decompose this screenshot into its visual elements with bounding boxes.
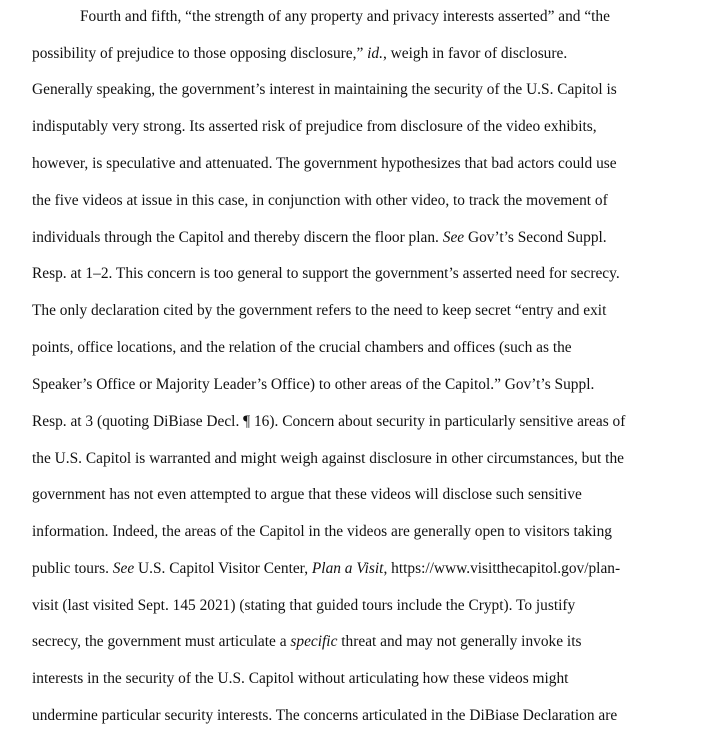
- paragraph-line: [32, 192, 608, 210]
- text-run: visit (last visited Sept. 145 2021) (stating that guided tours include the Crypt). To justify: [32, 597, 576, 614]
- paragraph-line: [32, 155, 617, 173]
- paragraph-line: [32, 450, 624, 468]
- text-run: , weigh in favor of disclosure.: [382, 45, 568, 62]
- text-run: Gov’t’s Second Suppl.: [464, 229, 607, 246]
- paragraph-line: [32, 45, 567, 63]
- paragraph-line: [32, 707, 617, 725]
- paragraph-line: [32, 523, 612, 541]
- paragraph-line: [32, 486, 582, 504]
- text-run: Resp. at 1–2. This concern is too general to support the government’s asserted need for secrecy.: [32, 265, 620, 282]
- paragraph-line: [32, 265, 620, 283]
- text-run: individuals through the Capitol and thereby discern the floor plan.: [32, 229, 443, 246]
- text-run: government has not even attempted to argue that these videos will disclose such sensitive: [32, 486, 582, 503]
- text-run: Fourth and fifth, “the strength of any property and privacy interests asserted” and “the: [80, 8, 610, 25]
- text-run: threat and may not generally invoke its: [337, 633, 582, 650]
- text-run: possibility of prejudice to those opposing disclosure,”: [32, 45, 368, 62]
- text-run: U.S. Capitol Visitor Center,: [134, 560, 312, 577]
- text-run: Resp. at 3 (quoting DiBiase Decl. ¶ 16). Concern about security in particularly sensitive areas of: [32, 413, 626, 430]
- paragraph-line: [32, 339, 572, 357]
- text-run: undermine particular security interests. The concerns articulated in the DiBiase Declaration are: [32, 707, 618, 724]
- italic-text-run: Plan a Visit: [311, 560, 384, 577]
- text-run: The only declaration cited by the government refers to the need to keep secret “entry and exit: [32, 302, 607, 319]
- paragraph-line: [32, 118, 597, 136]
- paragraph-line: [32, 376, 594, 394]
- text-run: information. Indeed, the areas of the Capitol in the videos are generally open to visitors taking: [32, 523, 612, 540]
- paragraph-line: [32, 302, 606, 320]
- paragraph-line: [32, 413, 625, 431]
- text-run: points, office locations, and the relation of the crucial chambers and offices (such as the: [32, 339, 572, 356]
- text-run: indisputably very strong. Its asserted risk of prejudice from disclosure of the video exhibits,: [32, 118, 597, 135]
- text-run: , https://www.visitthecapitol.gov/plan-: [383, 560, 621, 577]
- italic-text-run: specific: [290, 633, 338, 650]
- paragraph-line: [80, 8, 610, 26]
- paragraph-line: [32, 633, 581, 651]
- text-run: interests in the security of the U.S. Capitol without articulating how these videos might: [32, 670, 569, 687]
- paragraph-line: [32, 81, 617, 99]
- text-run: secrecy, the government must articulate a: [32, 633, 291, 650]
- paragraph-line: [32, 560, 620, 578]
- paragraph-line: [32, 229, 607, 247]
- text-run: public tours.: [32, 560, 113, 577]
- paragraph-line: [32, 597, 575, 615]
- italic-text-run: id.: [367, 45, 383, 62]
- text-run: however, is speculative and attenuated. The government hypothesizes that bad actors could use: [32, 155, 617, 172]
- text-run: the U.S. Capitol is warranted and might weigh against disclosure in other circumstances, but the: [32, 450, 624, 467]
- italic-text-run: See: [442, 229, 465, 246]
- text-run: Generally speaking, the government’s interest in maintaining the security of the U.S. Capitol is: [32, 81, 617, 98]
- paragraph-line: [32, 670, 568, 688]
- text-run: Speaker’s Office or Majority Leader’s Office) to other areas of the Capitol.” Gov’t’s Suppl.: [32, 376, 595, 393]
- italic-text-run: See: [112, 560, 135, 577]
- text-run: the five videos at issue in this case, in conjunction with other video, to track the movement of: [32, 192, 608, 209]
